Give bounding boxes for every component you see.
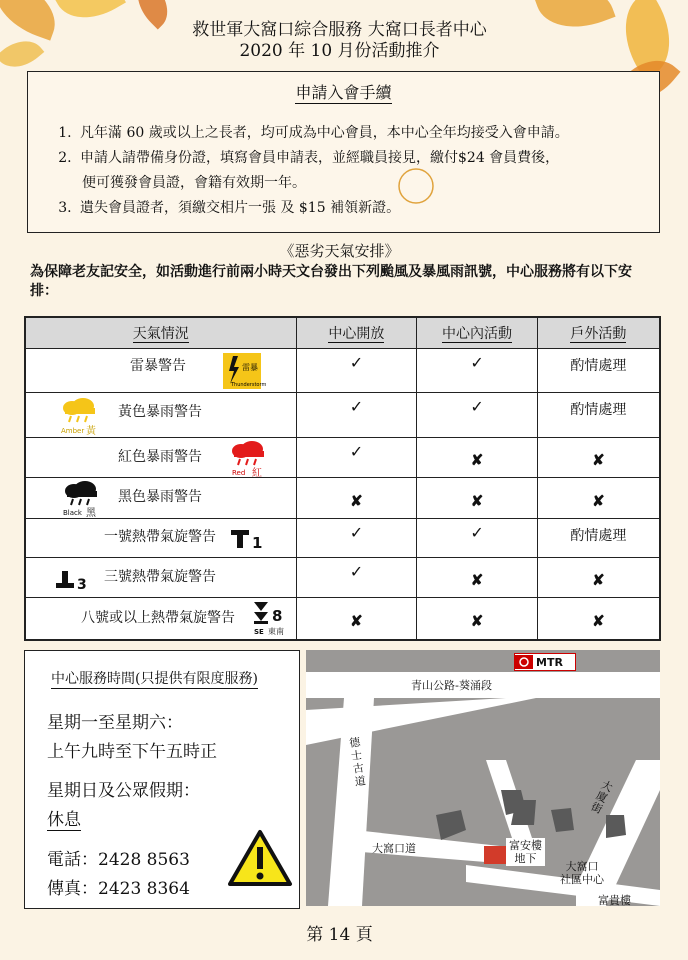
header-open: 中心開放 bbox=[296, 317, 417, 349]
table-row bbox=[25, 478, 660, 519]
black-rainstorm-icon bbox=[61, 480, 101, 518]
map-building2: 富貴樓 bbox=[598, 894, 631, 907]
open-cell: ✓ bbox=[296, 558, 417, 598]
amber-rainstorm-icon bbox=[59, 396, 99, 436]
map-road-left: 德士古道 bbox=[348, 735, 367, 789]
fax-label: 傳真： bbox=[47, 879, 98, 899]
fax-number: 2423 8364 bbox=[98, 879, 190, 899]
page-header bbox=[0, 20, 679, 62]
membership-box bbox=[27, 71, 660, 233]
open-cell: ✓ bbox=[296, 349, 417, 393]
holiday-label: 星期日及公眾假期： bbox=[47, 781, 200, 801]
svg-text:Black: Black bbox=[63, 509, 82, 517]
table-row bbox=[25, 598, 660, 640]
indoor-cell: ✓ bbox=[417, 393, 538, 438]
table-row bbox=[25, 349, 660, 393]
typhoon-signal-8-icon bbox=[252, 600, 296, 638]
svg-text:Red: Red bbox=[232, 469, 246, 477]
fax-line bbox=[47, 874, 190, 899]
hours-title: 中心服務時間(只提供有限度服務) bbox=[51, 668, 258, 689]
open-cell: ✘ bbox=[296, 598, 417, 640]
svg-text:1: 1 bbox=[252, 534, 263, 552]
map-road-top: 青山公路-葵涌段 bbox=[411, 679, 492, 692]
condition-cell: 紅色暴雨警告 Red 紅 bbox=[25, 438, 296, 478]
header-title-line1: 救世軍大窩口綜合服務 大窩口長者中心 bbox=[192, 20, 487, 40]
typhoon-signal-3-icon bbox=[56, 569, 92, 591]
indoor-cell: ✘ bbox=[417, 478, 538, 519]
header-title-line2: 2020 年 10 月份活動推介 bbox=[239, 41, 440, 61]
mtr-logo-icon bbox=[515, 655, 533, 669]
weather-intro: 為保障老友記安全，如活動進行前兩小時天文台發出下列颱風及暴風雨訊號，中心服務將有以下安排： bbox=[30, 264, 632, 299]
list-item: 3. 遺失會員證者，須繳交相片一張 及 $15 補領新證。 bbox=[76, 196, 659, 221]
mtr-badge: MTR bbox=[514, 653, 576, 671]
svg-text:SE: SE bbox=[254, 628, 264, 636]
table-row bbox=[25, 519, 660, 558]
indoor-cell: ✘ bbox=[417, 558, 538, 598]
header-condition: 天氣情況 bbox=[25, 317, 296, 349]
open-cell: ✘ bbox=[296, 478, 417, 519]
red-rainstorm-icon bbox=[228, 440, 268, 478]
table-header-row bbox=[25, 317, 660, 349]
open-cell: ✓ bbox=[296, 438, 417, 478]
indoor-cell: ✓ bbox=[417, 519, 538, 558]
phone-line bbox=[47, 845, 190, 870]
svg-text:Amber: Amber bbox=[61, 427, 85, 435]
map-building: 富安樓 地下 bbox=[506, 838, 545, 866]
page-number: 第 14 頁 bbox=[306, 925, 373, 945]
membership-title: 申請入會手續 bbox=[295, 83, 392, 102]
map-road-bottom: 大窩口道 bbox=[372, 842, 416, 855]
outdoor-cell: 酌情處理 bbox=[537, 349, 660, 393]
outdoor-cell: ✘ bbox=[537, 598, 660, 640]
svg-text:東南: 東南 bbox=[268, 627, 284, 636]
outdoor-cell: ✘ bbox=[537, 558, 660, 598]
membership-list bbox=[28, 121, 659, 221]
outdoor-cell: ✘ bbox=[537, 478, 660, 519]
thunderstorm-warning-icon bbox=[223, 353, 267, 389]
circle-decoration-icon bbox=[396, 166, 436, 206]
svg-text:黑: 黑 bbox=[86, 508, 96, 519]
open-cell: ✓ bbox=[296, 519, 417, 558]
condition-cell: 3 三號熱帶氣旋警告 bbox=[25, 558, 296, 598]
typhoon-signal-1-icon bbox=[231, 528, 267, 550]
service-hours-box bbox=[24, 650, 300, 909]
holiday-status: 休息 bbox=[47, 805, 81, 831]
header-outdoor: 戶外活動 bbox=[537, 317, 660, 349]
indoor-cell: ✘ bbox=[417, 598, 538, 640]
weekday-time: 上午九時至下午五時正 bbox=[47, 742, 217, 762]
phone-number: 2428 8563 bbox=[98, 850, 190, 870]
indoor-cell: ✘ bbox=[417, 438, 538, 478]
list-item: 1. 凡年滿 60 歲或以上之長者，均可成為中心會員，本中心全年均接受入會申請。 bbox=[76, 121, 659, 146]
open-cell: ✓ bbox=[296, 393, 417, 438]
condition-cell: 八號或以上熱帶氣旋警告 8 SE 東南 bbox=[25, 598, 296, 640]
location-map bbox=[306, 650, 660, 906]
svg-text:Thunderstorm: Thunderstorm bbox=[231, 382, 267, 388]
outdoor-cell: 酌情處理 bbox=[537, 393, 660, 438]
svg-text:8: 8 bbox=[272, 607, 283, 625]
header-indoor: 中心內活動 bbox=[417, 317, 538, 349]
table-row bbox=[25, 558, 660, 598]
phone-label: 電話： bbox=[47, 850, 98, 870]
weather-section-title: 《惡劣天氣安排》 bbox=[279, 242, 400, 260]
condition-cell: Amber 黃 黃色暴雨警告 bbox=[25, 393, 296, 438]
outdoor-cell: 酌情處理 bbox=[537, 519, 660, 558]
warning-triangle-icon bbox=[227, 829, 293, 887]
weather-table bbox=[24, 316, 661, 641]
svg-text:紅: 紅 bbox=[252, 468, 262, 479]
condition-cell: Black 黑 黑色暴雨警告 bbox=[25, 478, 296, 519]
condition-cell: 一號熱帶氣旋警告 1 bbox=[25, 519, 296, 558]
map-road-right: 大廈街 bbox=[588, 778, 615, 817]
svg-text:3: 3 bbox=[77, 577, 87, 593]
outdoor-cell: ✘ bbox=[537, 438, 660, 478]
map-community-centre: 大窩口 社區中心 bbox=[560, 860, 604, 886]
list-item: 2. 申請人請帶備身份證，填寫會員申請表，並經職員接見，繳付$24 會員費後， 便可獲發會員證，會籍有效期一年。 bbox=[76, 146, 659, 196]
condition-cell: 雷暴警告 雷暴 Thunderstorm bbox=[25, 349, 296, 393]
weekday-label: 星期一至星期六： bbox=[47, 713, 183, 733]
svg-text:雷暴: 雷暴 bbox=[242, 363, 258, 372]
svg-text:黃: 黃 bbox=[86, 426, 96, 437]
table-row bbox=[25, 438, 660, 478]
table-row bbox=[25, 393, 660, 438]
indoor-cell: ✓ bbox=[417, 349, 538, 393]
